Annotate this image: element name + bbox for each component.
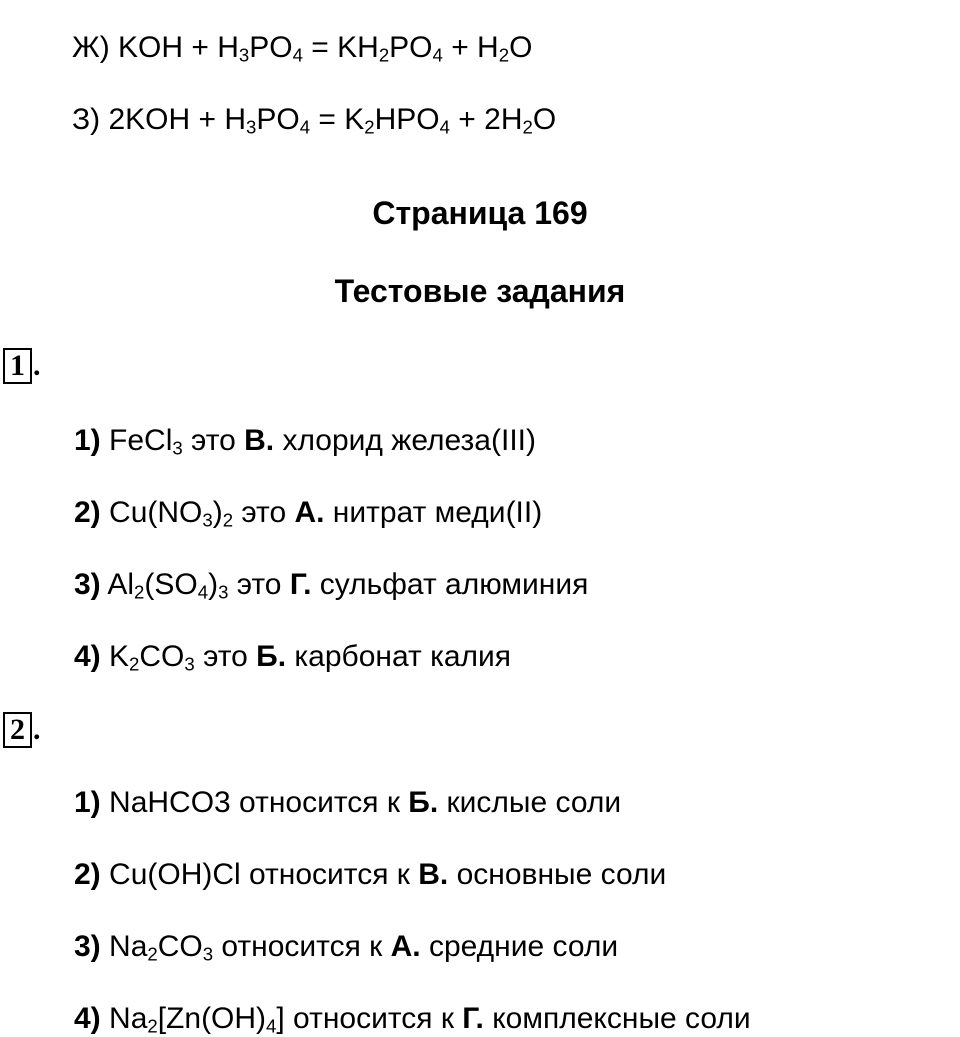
task-1-item-4: 4) $K_2CO_3$ это Б. карбонат калия [74,640,512,675]
page-title: Страница 169 [372,195,588,231]
task-1-item-1: 1) FeCl$_3$ это В. хлорид железа(III) [74,424,536,459]
task-1-item-3: 3) $Al_2(SO_4)_3$ это Г. сульфат алюминия [74,568,589,603]
task-2-item-4: 4) $Na_2[Zn(OH)_4]$ относится к Г. комплексные соли [74,1002,751,1037]
task-1-number: 1 . [3,348,41,384]
task-2-number: 2 . [3,712,41,748]
task-number-box: 1 [3,348,32,384]
section-title: Тестовые задания [334,273,626,309]
task-2-item-3: 3) $Na_2CO_3$ относится к А. средние соли [74,930,619,965]
equation-zh: Ж) KOH + $H_3PO_4 = KH_2PO_4 + H_2O$ [72,31,533,66]
task-number-box: 2 [3,712,32,748]
task-2-item-2: 2) Cu(OH)Cl относится к В. основные соли [74,858,667,891]
task-1-item-2: 2) $Cu(NO_3)_2$ это А. нитрат меди(II) [74,496,543,531]
equation-z: З) $2KOH + H_3PO_4 = K_2HPO_4 + 2H_2O$ [72,103,557,138]
task-2-item-1: 1) NaHCO3 относится к Б. кислые соли [74,786,622,819]
